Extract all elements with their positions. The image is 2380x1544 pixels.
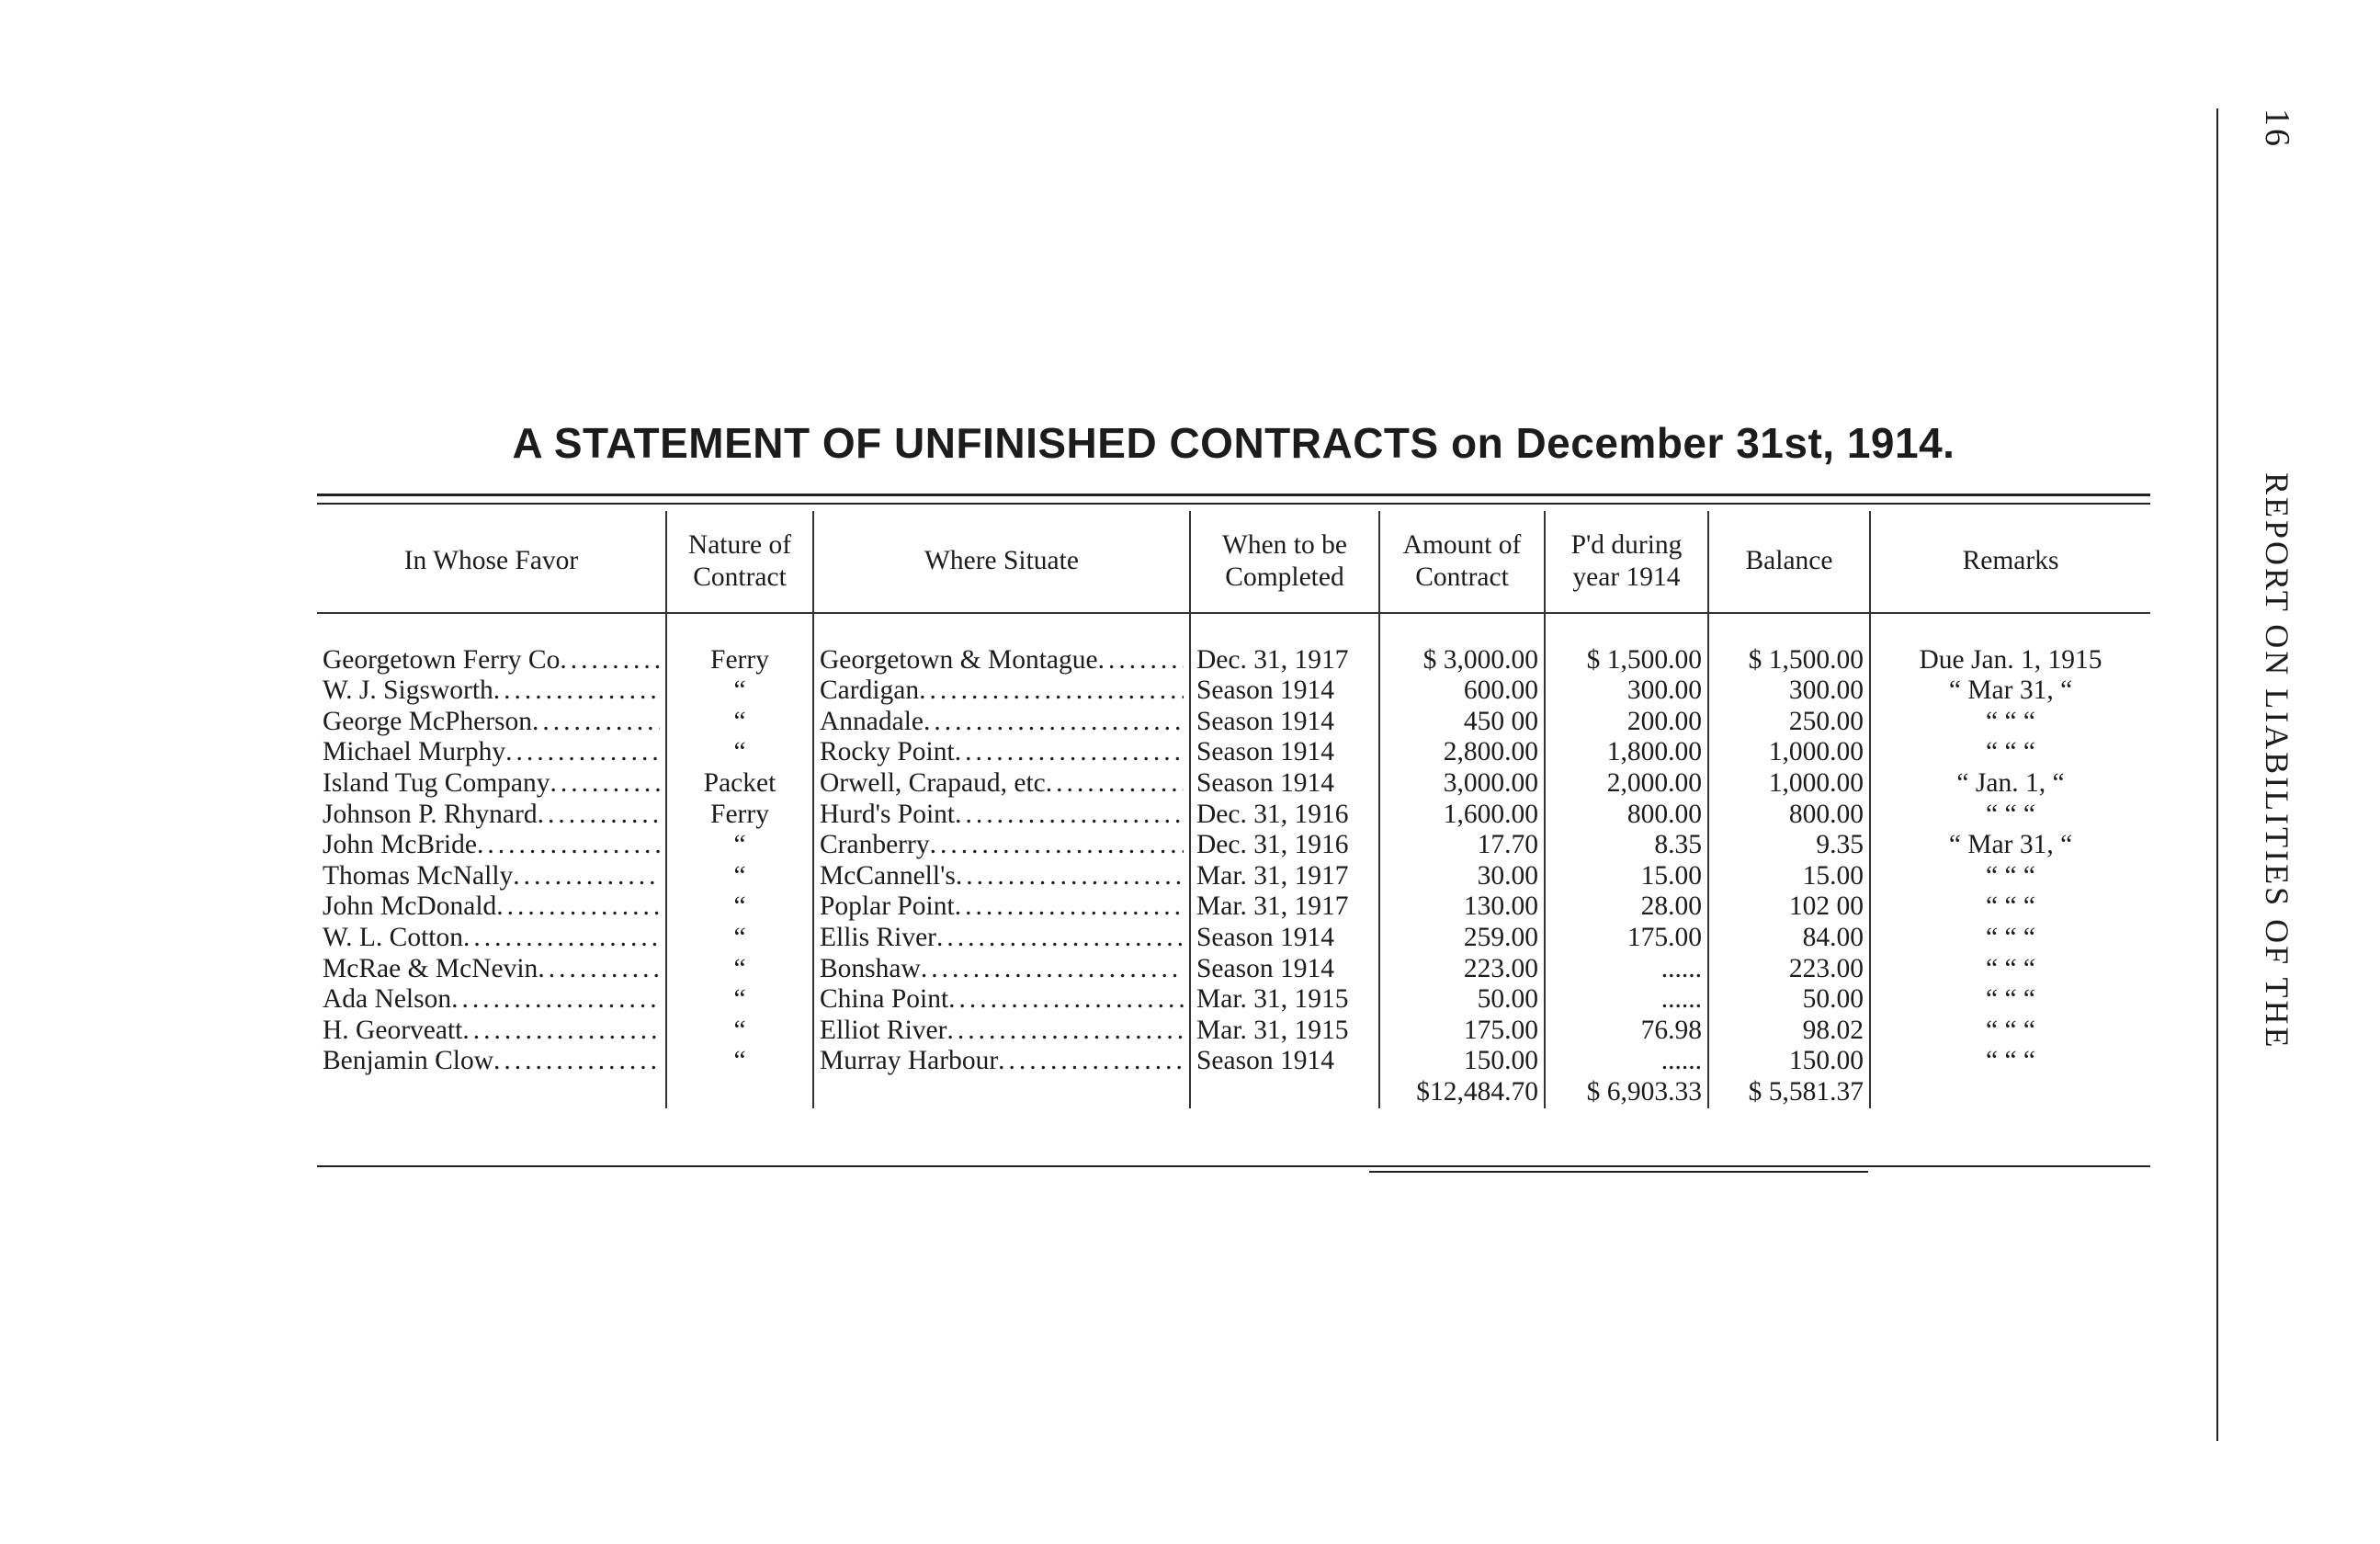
dot-leader xyxy=(513,861,660,892)
contracts-table xyxy=(317,511,2150,1108)
column-header: Remarks xyxy=(1870,511,2150,613)
spacer-cell xyxy=(1870,613,2150,645)
balance-cell: 102 00 xyxy=(1708,891,1870,923)
dot-leader xyxy=(1098,645,1184,676)
spacer-cell xyxy=(666,613,813,645)
when-cell: Season 1914 xyxy=(1190,737,1379,768)
amount-cell: 2,800.00 xyxy=(1379,737,1545,768)
balance-cell: 150.00 xyxy=(1708,1046,1870,1077)
dot-leader xyxy=(463,923,660,954)
where-cell-leader xyxy=(820,707,1184,738)
table-row xyxy=(317,645,2150,676)
remarks-cell: “ Mar 31, “ xyxy=(1870,676,2150,707)
column-header: P'd during year 1914 xyxy=(1545,511,1708,613)
spacer-row xyxy=(317,613,2150,645)
balance-cell: 223.00 xyxy=(1708,954,1870,985)
where-cell-leader xyxy=(820,800,1184,831)
when-cell: Season 1914 xyxy=(1190,923,1379,954)
spacer-cell xyxy=(317,613,666,645)
favor-cell-leader xyxy=(323,676,660,707)
remarks-cell: “ “ “ xyxy=(1870,923,2150,954)
bottom-double-rule xyxy=(1369,1171,1868,1173)
table-row xyxy=(317,800,2150,831)
dot-leader xyxy=(505,737,660,768)
where-cell-leader xyxy=(820,737,1184,768)
favor-cell-leader xyxy=(323,1046,660,1077)
paid-cell: 2,000.00 xyxy=(1545,768,1708,800)
dot-leader xyxy=(550,768,660,800)
dot-leader xyxy=(493,1046,660,1077)
where-cell xyxy=(813,891,1190,923)
table-row xyxy=(317,707,2150,738)
when-cell: Season 1914 xyxy=(1190,1046,1379,1077)
favor-cell-leader xyxy=(323,707,660,738)
paid-cell: ...... xyxy=(1545,984,1708,1016)
total-amount-cell xyxy=(1379,1077,1545,1108)
when-cell: Mar. 31, 1915 xyxy=(1190,1016,1379,1047)
where-cell-text: China Point xyxy=(820,984,949,1015)
favor-cell xyxy=(317,800,666,831)
dot-leader xyxy=(560,645,660,676)
where-cell-leader xyxy=(820,954,1184,985)
favor-cell xyxy=(317,984,666,1016)
balance-cell: 1,000.00 xyxy=(1708,737,1870,768)
when-cell: Dec. 31, 1917 xyxy=(1190,645,1379,676)
amount-cell: 30.00 xyxy=(1379,861,1545,892)
favor-cell-text: W. L. Cotton xyxy=(323,922,463,952)
paid-cell: 800.00 xyxy=(1545,800,1708,831)
favor-cell-leader xyxy=(323,954,660,985)
when-cell: Mar. 31, 1915 xyxy=(1190,984,1379,1016)
dot-leader xyxy=(948,984,1184,1016)
favor-cell xyxy=(317,1016,666,1047)
amount-cell: 259.00 xyxy=(1379,923,1545,954)
favor-cell xyxy=(317,645,666,676)
when-cell: Season 1914 xyxy=(1190,676,1379,707)
nature-cell: “ xyxy=(666,1016,813,1047)
amount-cell: 450 00 xyxy=(1379,707,1545,738)
balance-cell: 800.00 xyxy=(1708,800,1870,831)
amount-cell: 175.00 xyxy=(1379,1016,1545,1047)
where-cell-text: Orwell, Crapaud, etc xyxy=(820,767,1046,798)
where-cell-text: Annadale xyxy=(820,706,924,736)
table-header-row xyxy=(317,511,2150,613)
where-cell xyxy=(813,830,1190,861)
running-header-text: REPORT ON LIABILITIES OF THE xyxy=(2259,472,2295,1050)
empty-cell xyxy=(813,1077,1190,1108)
table-row xyxy=(317,1046,2150,1077)
where-cell xyxy=(813,1046,1190,1077)
table-row xyxy=(317,954,2150,985)
spacer-cell xyxy=(1190,613,1379,645)
favor-cell-leader xyxy=(323,984,660,1016)
favor-cell-leader xyxy=(323,645,660,676)
favor-cell-text: Benjamin Clow xyxy=(323,1046,494,1076)
remarks-cell: Due Jan. 1, 1915 xyxy=(1870,645,2150,676)
where-cell-leader xyxy=(820,923,1184,954)
spacer-cell xyxy=(1379,613,1545,645)
favor-cell-text: Michael Murphy xyxy=(323,737,506,767)
table-row xyxy=(317,861,2150,892)
paid-cell: $ 1,500.00 xyxy=(1545,645,1708,676)
favor-cell-text: Johnson P. Rhynard xyxy=(323,799,538,829)
where-cell-leader xyxy=(820,1046,1184,1077)
amount-cell: 50.00 xyxy=(1379,984,1545,1016)
balance-cell: 9.35 xyxy=(1708,830,1870,861)
where-cell xyxy=(813,800,1190,831)
remarks-cell: “ “ “ xyxy=(1870,1016,2150,1047)
table-row xyxy=(317,737,2150,768)
nature-cell: “ xyxy=(666,861,813,892)
dot-leader xyxy=(451,984,660,1016)
paid-cell: 15.00 xyxy=(1545,861,1708,892)
amount-cell: 150.00 xyxy=(1379,1046,1545,1077)
dot-leader xyxy=(955,737,1184,768)
favor-cell-text: Thomas McNally xyxy=(323,860,514,891)
where-cell xyxy=(813,923,1190,954)
balance-cell: 98.02 xyxy=(1708,1016,1870,1047)
dot-leader xyxy=(538,800,660,831)
nature-cell: “ xyxy=(666,984,813,1016)
total-balance: $ 5,581.37 xyxy=(1749,1077,1864,1107)
paid-cell: ...... xyxy=(1545,954,1708,985)
when-cell: Season 1914 xyxy=(1190,707,1379,738)
spacer-cell xyxy=(1545,613,1708,645)
dot-leader xyxy=(532,707,660,738)
favor-cell-leader xyxy=(323,737,660,768)
favor-cell xyxy=(317,923,666,954)
favor-cell-text: W. J. Sigsworth xyxy=(323,676,493,706)
dot-leader xyxy=(1046,768,1184,800)
dot-leader xyxy=(955,891,1184,923)
favor-cell-text: Ada Nelson xyxy=(323,984,452,1015)
favor-cell-leader xyxy=(323,861,660,892)
column-header: When to be Completed xyxy=(1190,511,1379,613)
favor-cell-text: John McBride xyxy=(323,830,477,860)
remarks-cell: “ “ “ xyxy=(1870,954,2150,985)
total-paid-cell xyxy=(1545,1077,1708,1108)
nature-cell: “ xyxy=(666,891,813,923)
dot-leader xyxy=(936,923,1184,954)
table-row xyxy=(317,923,2150,954)
favor-cell-text: George McPherson xyxy=(323,706,533,736)
favor-cell-leader xyxy=(323,891,660,923)
where-cell-text: Ellis River xyxy=(820,922,937,952)
dot-leader xyxy=(955,800,1184,831)
remarks-cell: “ “ “ xyxy=(1870,707,2150,738)
where-cell xyxy=(813,1016,1190,1047)
nature-cell: “ xyxy=(666,1046,813,1077)
when-cell: Season 1914 xyxy=(1190,768,1379,800)
paid-cell: ...... xyxy=(1545,1046,1708,1077)
where-cell xyxy=(813,954,1190,985)
remarks-cell: “ “ “ xyxy=(1870,984,2150,1016)
favor-cell-leader xyxy=(323,1016,660,1047)
where-cell xyxy=(813,861,1190,892)
dot-leader xyxy=(496,891,660,923)
when-cell: Mar. 31, 1917 xyxy=(1190,861,1379,892)
total-balance-cell xyxy=(1708,1077,1870,1108)
empty-cell xyxy=(666,1077,813,1108)
statement-title: A STATEMENT OF UNFINISHED CONTRACTS on December 31st, 1914. xyxy=(512,419,1955,467)
paid-cell: 28.00 xyxy=(1545,891,1708,923)
nature-cell: “ xyxy=(666,830,813,861)
favor-cell-text: H. Georveatt xyxy=(323,1015,463,1045)
amount-cell: 17.70 xyxy=(1379,830,1545,861)
page-number: 16 xyxy=(2258,108,2296,149)
nature-cell: “ xyxy=(666,737,813,768)
where-cell-leader xyxy=(820,676,1184,707)
paid-cell: 300.00 xyxy=(1545,676,1708,707)
spacer-cell xyxy=(1708,613,1870,645)
favor-cell xyxy=(317,861,666,892)
where-cell-leader xyxy=(820,830,1184,861)
where-cell xyxy=(813,737,1190,768)
remarks-cell: “ “ “ xyxy=(1870,861,2150,892)
remarks-cell: “ “ “ xyxy=(1870,891,2150,923)
dot-leader xyxy=(462,1016,660,1047)
favor-cell-text: McRae & McNevin xyxy=(323,953,538,983)
where-cell-text: Hurd's Point xyxy=(820,799,956,829)
amount-cell: 223.00 xyxy=(1379,954,1545,985)
where-cell-text: Cranberry xyxy=(820,830,930,860)
where-cell-leader xyxy=(820,984,1184,1016)
total-amount: $12,484.70 xyxy=(1416,1077,1538,1107)
where-cell-text: Rocky Point xyxy=(820,737,955,767)
favor-cell xyxy=(317,830,666,861)
empty-cell xyxy=(317,1077,666,1108)
favor-cell xyxy=(317,768,666,800)
favor-cell xyxy=(317,707,666,738)
dot-leader xyxy=(956,861,1184,892)
paid-cell: 8.35 xyxy=(1545,830,1708,861)
where-cell xyxy=(813,645,1190,676)
balance-cell: 84.00 xyxy=(1708,923,1870,954)
favor-cell-text: Island Tug Company xyxy=(323,767,550,798)
where-cell xyxy=(813,707,1190,738)
paid-cell: 200.00 xyxy=(1545,707,1708,738)
amount-cell: 600.00 xyxy=(1379,676,1545,707)
amount-cell: 1,600.00 xyxy=(1379,800,1545,831)
balance-cell: 300.00 xyxy=(1708,676,1870,707)
favor-cell xyxy=(317,891,666,923)
where-cell-leader xyxy=(820,768,1184,800)
dot-leader xyxy=(919,676,1184,707)
table-row xyxy=(317,1016,2150,1047)
totals-row xyxy=(317,1077,2150,1108)
column-header: In Whose Favor xyxy=(317,511,666,613)
paid-cell: 175.00 xyxy=(1545,923,1708,954)
dot-leader xyxy=(930,830,1184,861)
balance-cell: 50.00 xyxy=(1708,984,1870,1016)
where-cell-text: Poplar Point xyxy=(820,891,955,922)
empty-cell xyxy=(1870,1077,2150,1108)
where-cell-text: Bonshaw xyxy=(820,953,921,983)
remarks-cell: “ “ “ xyxy=(1870,737,2150,768)
remarks-cell: “ “ “ xyxy=(1870,1046,2150,1077)
dot-leader xyxy=(946,1016,1184,1047)
column-header: Amount of Contract xyxy=(1379,511,1545,613)
table-row xyxy=(317,676,2150,707)
where-cell-leader xyxy=(820,891,1184,923)
nature-cell: “ xyxy=(666,676,813,707)
favor-cell xyxy=(317,954,666,985)
amount-cell: $ 3,000.00 xyxy=(1379,645,1545,676)
remarks-cell: “ Mar 31, “ xyxy=(1870,830,2150,861)
table-row xyxy=(317,830,2150,861)
dot-leader xyxy=(998,1046,1184,1077)
where-cell-text: Elliot River xyxy=(820,1015,947,1045)
paid-cell: 76.98 xyxy=(1545,1016,1708,1047)
dot-leader xyxy=(924,707,1184,738)
where-cell-leader xyxy=(820,1016,1184,1047)
balance-cell: 250.00 xyxy=(1708,707,1870,738)
column-header: Balance xyxy=(1708,511,1870,613)
running-header xyxy=(2242,108,2297,1211)
amount-cell: 3,000.00 xyxy=(1379,768,1545,800)
paid-cell: 1,800.00 xyxy=(1545,737,1708,768)
when-cell: Dec. 31, 1916 xyxy=(1190,800,1379,831)
balance-cell: $ 1,500.00 xyxy=(1708,645,1870,676)
when-cell: Season 1914 xyxy=(1190,954,1379,985)
where-cell-text: McCannell's xyxy=(820,860,956,891)
nature-cell: “ xyxy=(666,954,813,985)
column-header: Where Situate xyxy=(813,511,1190,613)
where-cell-text: Cardigan xyxy=(820,676,920,706)
dot-leader xyxy=(921,954,1184,985)
where-cell xyxy=(813,676,1190,707)
table-row xyxy=(317,984,2150,1016)
nature-cell: Ferry xyxy=(666,800,813,831)
favor-cell-leader xyxy=(323,923,660,954)
where-cell-leader xyxy=(820,861,1184,892)
favor-cell-leader xyxy=(323,800,660,831)
empty-cell xyxy=(1190,1077,1379,1108)
nature-cell: Packet xyxy=(666,768,813,800)
table-row xyxy=(317,891,2150,923)
table-row xyxy=(317,768,2150,800)
where-cell xyxy=(813,984,1190,1016)
remarks-cell: “ Jan. 1, “ xyxy=(1870,768,2150,800)
favor-cell-leader xyxy=(323,830,660,861)
favor-cell xyxy=(317,1046,666,1077)
top-double-rule xyxy=(317,494,2150,496)
where-cell-text: Georgetown & Montague xyxy=(820,644,1098,675)
favor-cell-text: Georgetown Ferry Co xyxy=(323,644,561,675)
nature-cell: Ferry xyxy=(666,645,813,676)
favor-cell-leader xyxy=(323,768,660,800)
amount-cell: 130.00 xyxy=(1379,891,1545,923)
balance-cell: 1,000.00 xyxy=(1708,768,1870,800)
nature-cell: “ xyxy=(666,707,813,738)
favor-cell xyxy=(317,737,666,768)
total-paid: $ 6,903.33 xyxy=(1587,1077,1702,1107)
balance-cell: 15.00 xyxy=(1708,861,1870,892)
where-cell-leader xyxy=(820,645,1184,676)
dot-leader xyxy=(477,830,660,861)
where-cell-text: Murray Harbour xyxy=(820,1046,999,1076)
spacer-cell xyxy=(813,613,1190,645)
when-cell: Dec. 31, 1916 xyxy=(1190,830,1379,861)
dot-leader xyxy=(538,954,660,985)
margin-rule xyxy=(2216,108,2218,1441)
nature-cell: “ xyxy=(666,923,813,954)
column-header: Nature of Contract xyxy=(666,511,813,613)
favor-cell xyxy=(317,676,666,707)
top-double-rule-thin xyxy=(317,503,2150,505)
favor-cell-text: John McDonald xyxy=(323,891,497,922)
remarks-cell: “ “ “ xyxy=(1870,800,2150,831)
bottom-rule xyxy=(317,1165,2150,1167)
where-cell xyxy=(813,768,1190,800)
dot-leader xyxy=(493,676,660,707)
when-cell: Mar. 31, 1917 xyxy=(1190,891,1379,923)
